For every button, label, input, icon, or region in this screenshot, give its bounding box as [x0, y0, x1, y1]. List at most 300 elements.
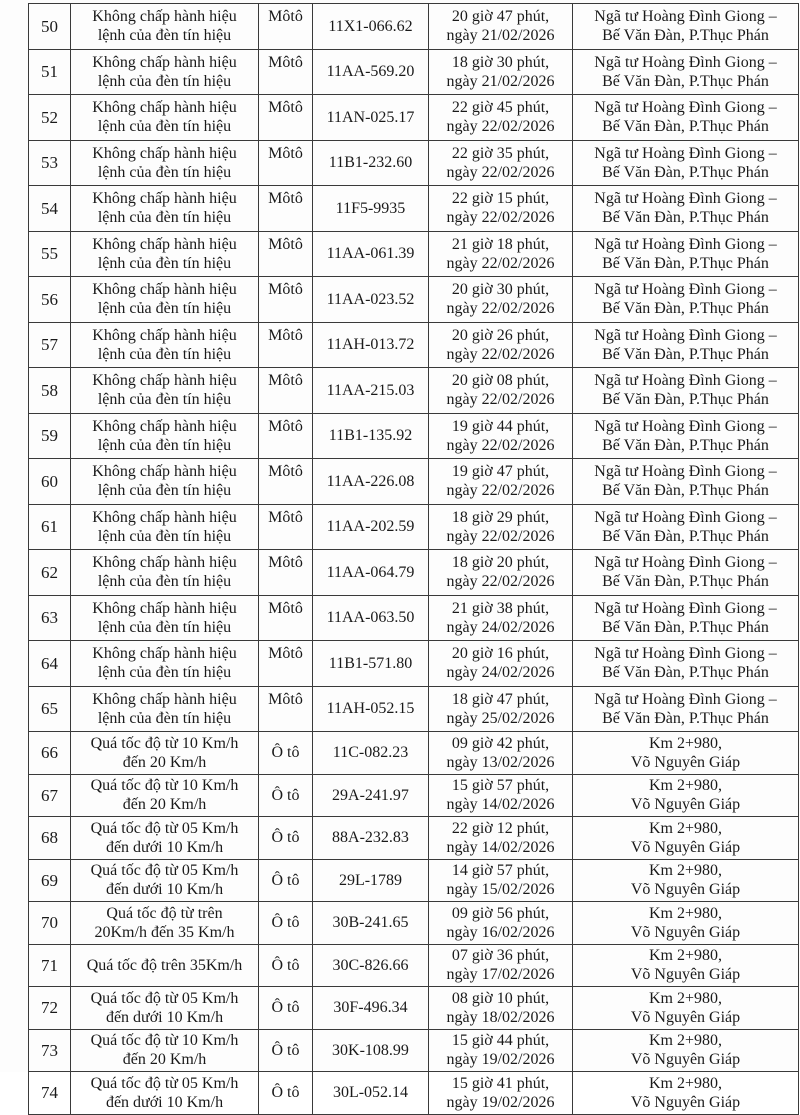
violation-line-1: Không chấp hành hiệu: [92, 554, 237, 572]
location-line-1: Ngã tư Hoàng Đình Giong –: [594, 8, 777, 26]
row-number: [29, 186, 71, 232]
table-row: [29, 595, 799, 641]
time-cell: [429, 368, 573, 414]
time-line-1: 18 giờ 29 phút,: [451, 508, 550, 526]
location-cell: [573, 686, 799, 732]
time-line-1: 22 giờ 12 phút,: [451, 819, 550, 837]
location-cell: [573, 1072, 799, 1115]
table-row: [29, 368, 799, 414]
row-number: [29, 277, 71, 323]
plate-text: 11AA-226.08: [326, 472, 415, 490]
violation-cell: [71, 595, 259, 641]
location-cell: [573, 1029, 799, 1072]
violation-line-1: Không chấp hành hiệu: [92, 53, 237, 71]
time-cell: [429, 817, 573, 860]
violation-cell: [71, 774, 259, 817]
row-number: [29, 774, 71, 817]
vehicle-type-text: Ô tô: [271, 786, 300, 804]
location-line-1: Ngã tư Hoàng Đình Giong –: [594, 99, 777, 117]
table-row: [29, 413, 799, 459]
time-cell: [429, 944, 573, 987]
location-line-1: Km 2+980,: [648, 734, 723, 752]
table-row: [29, 186, 799, 232]
plate-text: 29A-241.97: [332, 786, 409, 804]
location-cell: [573, 641, 799, 687]
row-number-text: 55: [41, 244, 58, 264]
violation-line-1: Quá tốc độ từ 05 Km/h: [90, 862, 239, 880]
plate-cell: [313, 774, 429, 817]
vehicle-type-cell: [259, 413, 313, 459]
time-line-2: ngày 22/02/2026: [446, 209, 555, 227]
location-line-2: Bế Văn Đàn, P.Thục Phán: [602, 254, 769, 272]
time-line-1: 21 giờ 18 phút,: [451, 235, 550, 253]
location-cell: [573, 368, 799, 414]
violation-line-2: lệnh của đèn tín hiệu: [97, 27, 232, 45]
time-cell: [429, 277, 573, 323]
row-number: [29, 231, 71, 277]
row-number: [29, 95, 71, 141]
time-cell: [429, 732, 573, 775]
row-number: [29, 732, 71, 775]
violation-line-2: đến 20 Km/h: [122, 753, 207, 771]
plate-text: 11AA-061.39: [326, 245, 415, 263]
plate-text: 11X1-066.62: [328, 17, 413, 35]
vehicle-type-text: Môtô: [268, 190, 303, 207]
plate-text: 30C-826.66: [332, 956, 409, 974]
row-number-text: 53: [41, 153, 58, 173]
plate-text: 30L-052.14: [332, 1084, 409, 1102]
plate-text: 29L-1789: [338, 871, 403, 889]
location-line-2: Bế Văn Đàn, P.Thục Phán: [602, 482, 769, 500]
time-line-2: ngày 14/02/2026: [446, 838, 555, 856]
row-number: [29, 550, 71, 596]
row-number-text: 58: [41, 380, 58, 400]
location-cell: [573, 774, 799, 817]
time-line-1: 20 giờ 47 phút,: [451, 8, 550, 26]
plate-text: 11AA-215.03: [326, 381, 415, 399]
violation-line-1: Không chấp hành hiệu: [92, 690, 237, 708]
vehicle-type-text: Môtô: [268, 599, 303, 617]
vehicle-type-text: Môtô: [268, 463, 303, 480]
time-cell: [429, 459, 573, 505]
violation-cell: [71, 459, 259, 505]
row-number-text: 74: [41, 1083, 58, 1103]
vehicle-type-cell: [259, 504, 313, 550]
vehicle-type-cell: [259, 859, 313, 902]
row-number: [29, 817, 71, 860]
time-line-2: ngày 24/02/2026: [446, 618, 555, 636]
table-row: [29, 1072, 799, 1115]
violation-line-2: đến 20 Km/h: [122, 796, 207, 814]
violation-line-2: lệnh của đèn tín hiệu: [97, 664, 232, 682]
location-cell: [573, 944, 799, 987]
vehicle-type-text: Ô tô: [271, 1041, 300, 1059]
location-line-2: Bế Văn Đàn, P.Thục Phán: [602, 163, 769, 181]
time-line-1: 09 giờ 42 phút,: [451, 734, 550, 752]
vehicle-type-text: Môtô: [268, 690, 303, 708]
violation-line-2: 20Km/h đến 35 Km/h: [94, 923, 235, 941]
vehicle-type-cell: [259, 774, 313, 817]
violation-line-1: Quá tốc độ từ 10 Km/h: [90, 777, 239, 795]
violation-line-2: lệnh của đèn tín hiệu: [97, 618, 232, 636]
time-line-2: ngày 22/02/2026: [446, 300, 555, 318]
vehicle-type-text: Môtô: [268, 281, 303, 298]
vehicle-type-text: Môtô: [268, 235, 303, 253]
table-row: [29, 550, 799, 596]
time-line-1: 15 giờ 41 phút,: [451, 1074, 550, 1092]
row-number-text: 57: [41, 335, 58, 355]
violation-cell: [71, 817, 259, 860]
violation-cell: [71, 902, 259, 945]
row-number: [29, 859, 71, 902]
time-cell: [429, 595, 573, 641]
violation-line-1: Quá tốc độ từ 05 Km/h: [90, 989, 239, 1007]
violation-cell: [71, 368, 259, 414]
vehicle-type-text: Môtô: [268, 554, 303, 571]
time-line-2: ngày 22/02/2026: [446, 436, 555, 454]
row-number: [29, 902, 71, 945]
row-number: [29, 368, 71, 414]
location-line-1: Ngã tư Hoàng Đình Giong –: [594, 463, 777, 481]
time-line-2: ngày 18/02/2026: [446, 1008, 555, 1026]
vehicle-type-text: Môtô: [268, 508, 303, 526]
violation-cell: [71, 641, 259, 687]
row-number: [29, 4, 71, 50]
vehicle-type-text: Môtô: [268, 144, 303, 162]
table-row: [29, 732, 799, 775]
vehicle-type-cell: [259, 686, 313, 732]
row-number-text: 61: [41, 517, 58, 537]
time-line-2: ngày 22/02/2026: [446, 345, 555, 363]
location-line-1: Km 2+980,: [648, 819, 723, 837]
location-line-2: Bế Văn Đàn, P.Thục Phán: [602, 527, 769, 545]
location-line-2: Bế Văn Đàn, P.Thục Phán: [602, 345, 769, 363]
violation-line-2: đến dưới 10 Km/h: [105, 838, 224, 856]
plate-cell: [313, 732, 429, 775]
time-line-2: ngày 17/02/2026: [446, 966, 555, 984]
plate-text: 11B1-232.60: [328, 154, 413, 172]
violation-line-2: lệnh của đèn tín hiệu: [97, 573, 232, 591]
location-line-1: Ngã tư Hoàng Đình Giong –: [594, 53, 777, 71]
table-row: [29, 49, 799, 95]
time-line-2: ngày 19/02/2026: [446, 1093, 555, 1111]
table-row: [29, 322, 799, 368]
location-line-1: Ngã tư Hoàng Đình Giong –: [594, 508, 777, 526]
plate-text: 11AH-013.72: [326, 336, 415, 354]
time-line-1: 20 giờ 26 phút,: [451, 326, 550, 344]
table-row: [29, 641, 799, 687]
location-line-1: Ngã tư Hoàng Đình Giong –: [594, 144, 777, 162]
time-line-1: 18 giờ 20 phút,: [451, 554, 550, 572]
row-number: [29, 1072, 71, 1115]
plate-cell: [313, 368, 429, 414]
time-line-1: 22 giờ 35 phút,: [451, 144, 550, 162]
time-cell: [429, 49, 573, 95]
row-number: [29, 987, 71, 1030]
vehicle-type-text: Ô tô: [271, 956, 300, 974]
violation-line-2: lệnh của đèn tín hiệu: [97, 391, 232, 409]
location-cell: [573, 817, 799, 860]
location-line-2: Bế Văn Đàn, P.Thục Phán: [602, 709, 769, 727]
violation-line-2: đến dưới 10 Km/h: [105, 1008, 224, 1026]
violation-line-1: Không chấp hành hiệu: [92, 326, 237, 344]
plate-cell: [313, 459, 429, 505]
violation-cell: [71, 277, 259, 323]
vehicle-type-text: Ô tô: [271, 829, 300, 847]
violation-cell: [71, 4, 259, 50]
time-line-1: 20 giờ 08 phút,: [451, 372, 550, 390]
time-line-2: ngày 22/02/2026: [446, 573, 555, 591]
time-line-2: ngày 13/02/2026: [446, 753, 555, 771]
vehicle-type-cell: [259, 987, 313, 1030]
plate-cell: [313, 987, 429, 1030]
violation-line-1: Không chấp hành hiệu: [92, 235, 237, 253]
time-line-1: 20 giờ 16 phút,: [451, 645, 550, 663]
location-line-1: Ngã tư Hoàng Đình Giong –: [594, 190, 777, 208]
vehicle-type-cell: [259, 550, 313, 596]
location-cell: [573, 732, 799, 775]
time-cell: [429, 231, 573, 277]
time-cell: [429, 95, 573, 141]
location-cell: [573, 459, 799, 505]
plate-text: 11AA-063.50: [326, 609, 415, 627]
row-number: [29, 944, 71, 987]
table-row: [29, 987, 799, 1030]
plate-cell: [313, 1029, 429, 1072]
location-line-1: Km 2+980,: [648, 947, 723, 965]
location-line-2: Võ Nguyên Giáp: [630, 1008, 741, 1026]
table-row: [29, 459, 799, 505]
row-number-text: 68: [41, 828, 58, 848]
row-number: [29, 1029, 71, 1072]
vehicle-type-cell: [259, 817, 313, 860]
vehicle-type-cell: [259, 49, 313, 95]
time-cell: [429, 504, 573, 550]
table-row: [29, 504, 799, 550]
row-number-text: 56: [41, 289, 58, 309]
location-line-1: Ngã tư Hoàng Đình Giong –: [594, 372, 777, 390]
time-cell: [429, 322, 573, 368]
violation-line-1: Không chấp hành hiệu: [92, 99, 237, 117]
location-cell: [573, 277, 799, 323]
violation-cell: [71, 944, 259, 987]
time-line-2: ngày 15/02/2026: [446, 881, 555, 899]
location-line-2: Bế Văn Đàn, P.Thục Phán: [602, 573, 769, 591]
plate-text: 11B1-571.80: [328, 654, 413, 672]
time-cell: [429, 140, 573, 186]
violation-line-1: Không chấp hành hiệu: [92, 144, 237, 162]
violation-cell: [71, 686, 259, 732]
time-cell: [429, 4, 573, 50]
table-row: [29, 686, 799, 732]
table-row: [29, 902, 799, 945]
violation-line-2: đến 20 Km/h: [122, 1051, 207, 1069]
vehicle-type-text: Môtô: [268, 8, 303, 25]
row-number-text: 60: [41, 471, 58, 491]
vehicle-type-text: Ô tô: [271, 1084, 300, 1102]
violation-line-2: đến dưới 10 Km/h: [105, 1093, 224, 1111]
location-cell: [573, 550, 799, 596]
vehicle-type-cell: [259, 368, 313, 414]
violation-line-2: lệnh của đèn tín hiệu: [97, 436, 232, 454]
plate-text: 88A-232.83: [332, 829, 409, 847]
vehicle-type-text: Ô tô: [271, 999, 300, 1017]
time-line-1: 20 giờ 30 phút,: [451, 281, 550, 299]
time-cell: [429, 902, 573, 945]
location-line-2: Võ Nguyên Giáp: [630, 796, 741, 814]
time-line-2: ngày 22/02/2026: [446, 527, 555, 545]
time-cell: [429, 686, 573, 732]
plate-cell: [313, 641, 429, 687]
location-cell: [573, 49, 799, 95]
location-cell: [573, 413, 799, 459]
plate-cell: [313, 413, 429, 459]
time-line-1: 15 giờ 44 phút,: [451, 1032, 550, 1050]
row-number: [29, 595, 71, 641]
location-line-1: Ngã tư Hoàng Đình Giong –: [594, 645, 777, 663]
time-line-1: 19 giờ 47 phút,: [451, 463, 550, 481]
row-number-text: 64: [41, 653, 58, 673]
location-line-1: Km 2+980,: [648, 777, 723, 795]
row-number: [29, 686, 71, 732]
plate-cell: [313, 1072, 429, 1115]
row-number-text: 72: [41, 998, 58, 1018]
plate-cell: [313, 277, 429, 323]
row-number-text: 59: [41, 426, 58, 446]
table-row: [29, 95, 799, 141]
time-cell: [429, 186, 573, 232]
violation-cell: [71, 1029, 259, 1072]
plate-cell: [313, 595, 429, 641]
row-number: [29, 504, 71, 550]
violation-line-2: lệnh của đèn tín hiệu: [97, 163, 232, 181]
plate-cell: [313, 49, 429, 95]
violation-line-1: Không chấp hành hiệu: [92, 372, 237, 390]
location-line-2: Bế Văn Đàn, P.Thục Phán: [602, 209, 769, 227]
time-line-1: 21 giờ 38 phút,: [451, 599, 550, 617]
time-line-2: ngày 24/02/2026: [446, 664, 555, 682]
table-row: [29, 231, 799, 277]
time-cell: [429, 641, 573, 687]
violation-line-1: Không chấp hành hiệu: [92, 645, 237, 663]
plate-text: 11AN-025.17: [326, 108, 415, 126]
time-line-1: 09 giờ 56 phút,: [451, 904, 550, 922]
violation-cell: [71, 504, 259, 550]
location-line-1: Ngã tư Hoàng Đình Giong –: [594, 326, 777, 344]
violations-table-body: [29, 4, 799, 1115]
vehicle-type-text: Môtô: [268, 645, 303, 662]
location-line-1: Ngã tư Hoàng Đình Giong –: [594, 690, 777, 708]
row-number: [29, 140, 71, 186]
vehicle-type-text: Ô tô: [271, 914, 300, 932]
location-cell: [573, 595, 799, 641]
violation-cell: [71, 322, 259, 368]
time-line-1: 22 giờ 45 phút,: [451, 99, 550, 117]
location-line-1: Km 2+980,: [648, 1032, 723, 1050]
violation-line-2: lệnh của đèn tín hiệu: [97, 709, 232, 727]
plate-text: 11B1-135.92: [328, 427, 413, 445]
time-line-2: ngày 22/02/2026: [446, 254, 555, 272]
row-number: [29, 322, 71, 368]
plate-cell: [313, 944, 429, 987]
time-line-1: 08 giờ 10 phút,: [451, 989, 550, 1007]
location-line-2: Võ Nguyên Giáp: [630, 966, 741, 984]
time-line-1: 15 giờ 57 phút,: [451, 777, 550, 795]
violation-line-2: lệnh của đèn tín hiệu: [97, 118, 232, 136]
violation-line-1: Không chấp hành hiệu: [92, 417, 237, 435]
location-line-1: Km 2+980,: [648, 989, 723, 1007]
time-line-1: 18 giờ 47 phút,: [451, 690, 550, 708]
violation-cell: [71, 1072, 259, 1115]
vehicle-type-text: Môtô: [268, 372, 303, 389]
table-row: [29, 140, 799, 186]
location-line-1: Ngã tư Hoàng Đình Giong –: [594, 599, 777, 617]
location-line-2: Võ Nguyên Giáp: [630, 1093, 741, 1111]
time-line-2: ngày 22/02/2026: [446, 482, 555, 500]
time-cell: [429, 1029, 573, 1072]
time-line-1: 14 giờ 57 phút,: [451, 862, 550, 880]
plate-text: 11AH-052.15: [326, 700, 415, 718]
time-cell: [429, 413, 573, 459]
time-cell: [429, 550, 573, 596]
time-cell: [429, 774, 573, 817]
time-line-2: ngày 22/02/2026: [446, 391, 555, 409]
violation-line-2: lệnh của đèn tín hiệu: [97, 300, 232, 318]
plate-cell: [313, 231, 429, 277]
time-cell: [429, 859, 573, 902]
time-line-2: ngày 21/02/2026: [446, 27, 555, 45]
time-line-2: ngày 14/02/2026: [446, 796, 555, 814]
location-line-2: Võ Nguyên Giáp: [630, 753, 741, 771]
violation-line-2: lệnh của đèn tín hiệu: [97, 527, 232, 545]
location-line-1: Ngã tư Hoàng Đình Giong –: [594, 554, 777, 572]
location-line-2: Võ Nguyên Giáp: [630, 1051, 741, 1069]
row-number-text: 54: [41, 198, 58, 218]
plate-cell: [313, 859, 429, 902]
plate-cell: [313, 550, 429, 596]
plate-text: 11C-082.23: [332, 744, 409, 762]
plate-text: 30K-108.99: [332, 1041, 409, 1059]
location-cell: [573, 186, 799, 232]
violation-cell: [71, 859, 259, 902]
plate-cell: [313, 186, 429, 232]
violation-cell: [71, 987, 259, 1030]
row-number-text: 70: [41, 913, 58, 933]
vehicle-type-cell: [259, 95, 313, 141]
row-number-text: 69: [41, 870, 58, 890]
vehicle-type-cell: [259, 140, 313, 186]
location-line-1: Ngã tư Hoàng Đình Giong –: [594, 281, 777, 299]
table-row: [29, 817, 799, 860]
vehicle-type-cell: [259, 4, 313, 50]
time-line-2: ngày 22/02/2026: [446, 118, 555, 136]
location-cell: [573, 4, 799, 50]
vehicle-type-cell: [259, 595, 313, 641]
plate-cell: [313, 322, 429, 368]
plate-text: 11AA-064.79: [326, 563, 415, 581]
row-number-text: 67: [41, 785, 58, 805]
location-line-1: Ngã tư Hoàng Đình Giong –: [594, 417, 777, 435]
vehicle-type-cell: [259, 732, 313, 775]
location-cell: [573, 504, 799, 550]
vehicle-type-cell: [259, 322, 313, 368]
vehicle-type-cell: [259, 1072, 313, 1115]
violation-line-1: Quá tốc độ từ 05 Km/h: [90, 819, 239, 837]
location-line-2: Bế Văn Đàn, P.Thục Phán: [602, 436, 769, 454]
time-line-2: ngày 16/02/2026: [446, 923, 555, 941]
row-number-text: 50: [41, 16, 58, 36]
plate-text: 11AA-023.52: [326, 290, 415, 308]
